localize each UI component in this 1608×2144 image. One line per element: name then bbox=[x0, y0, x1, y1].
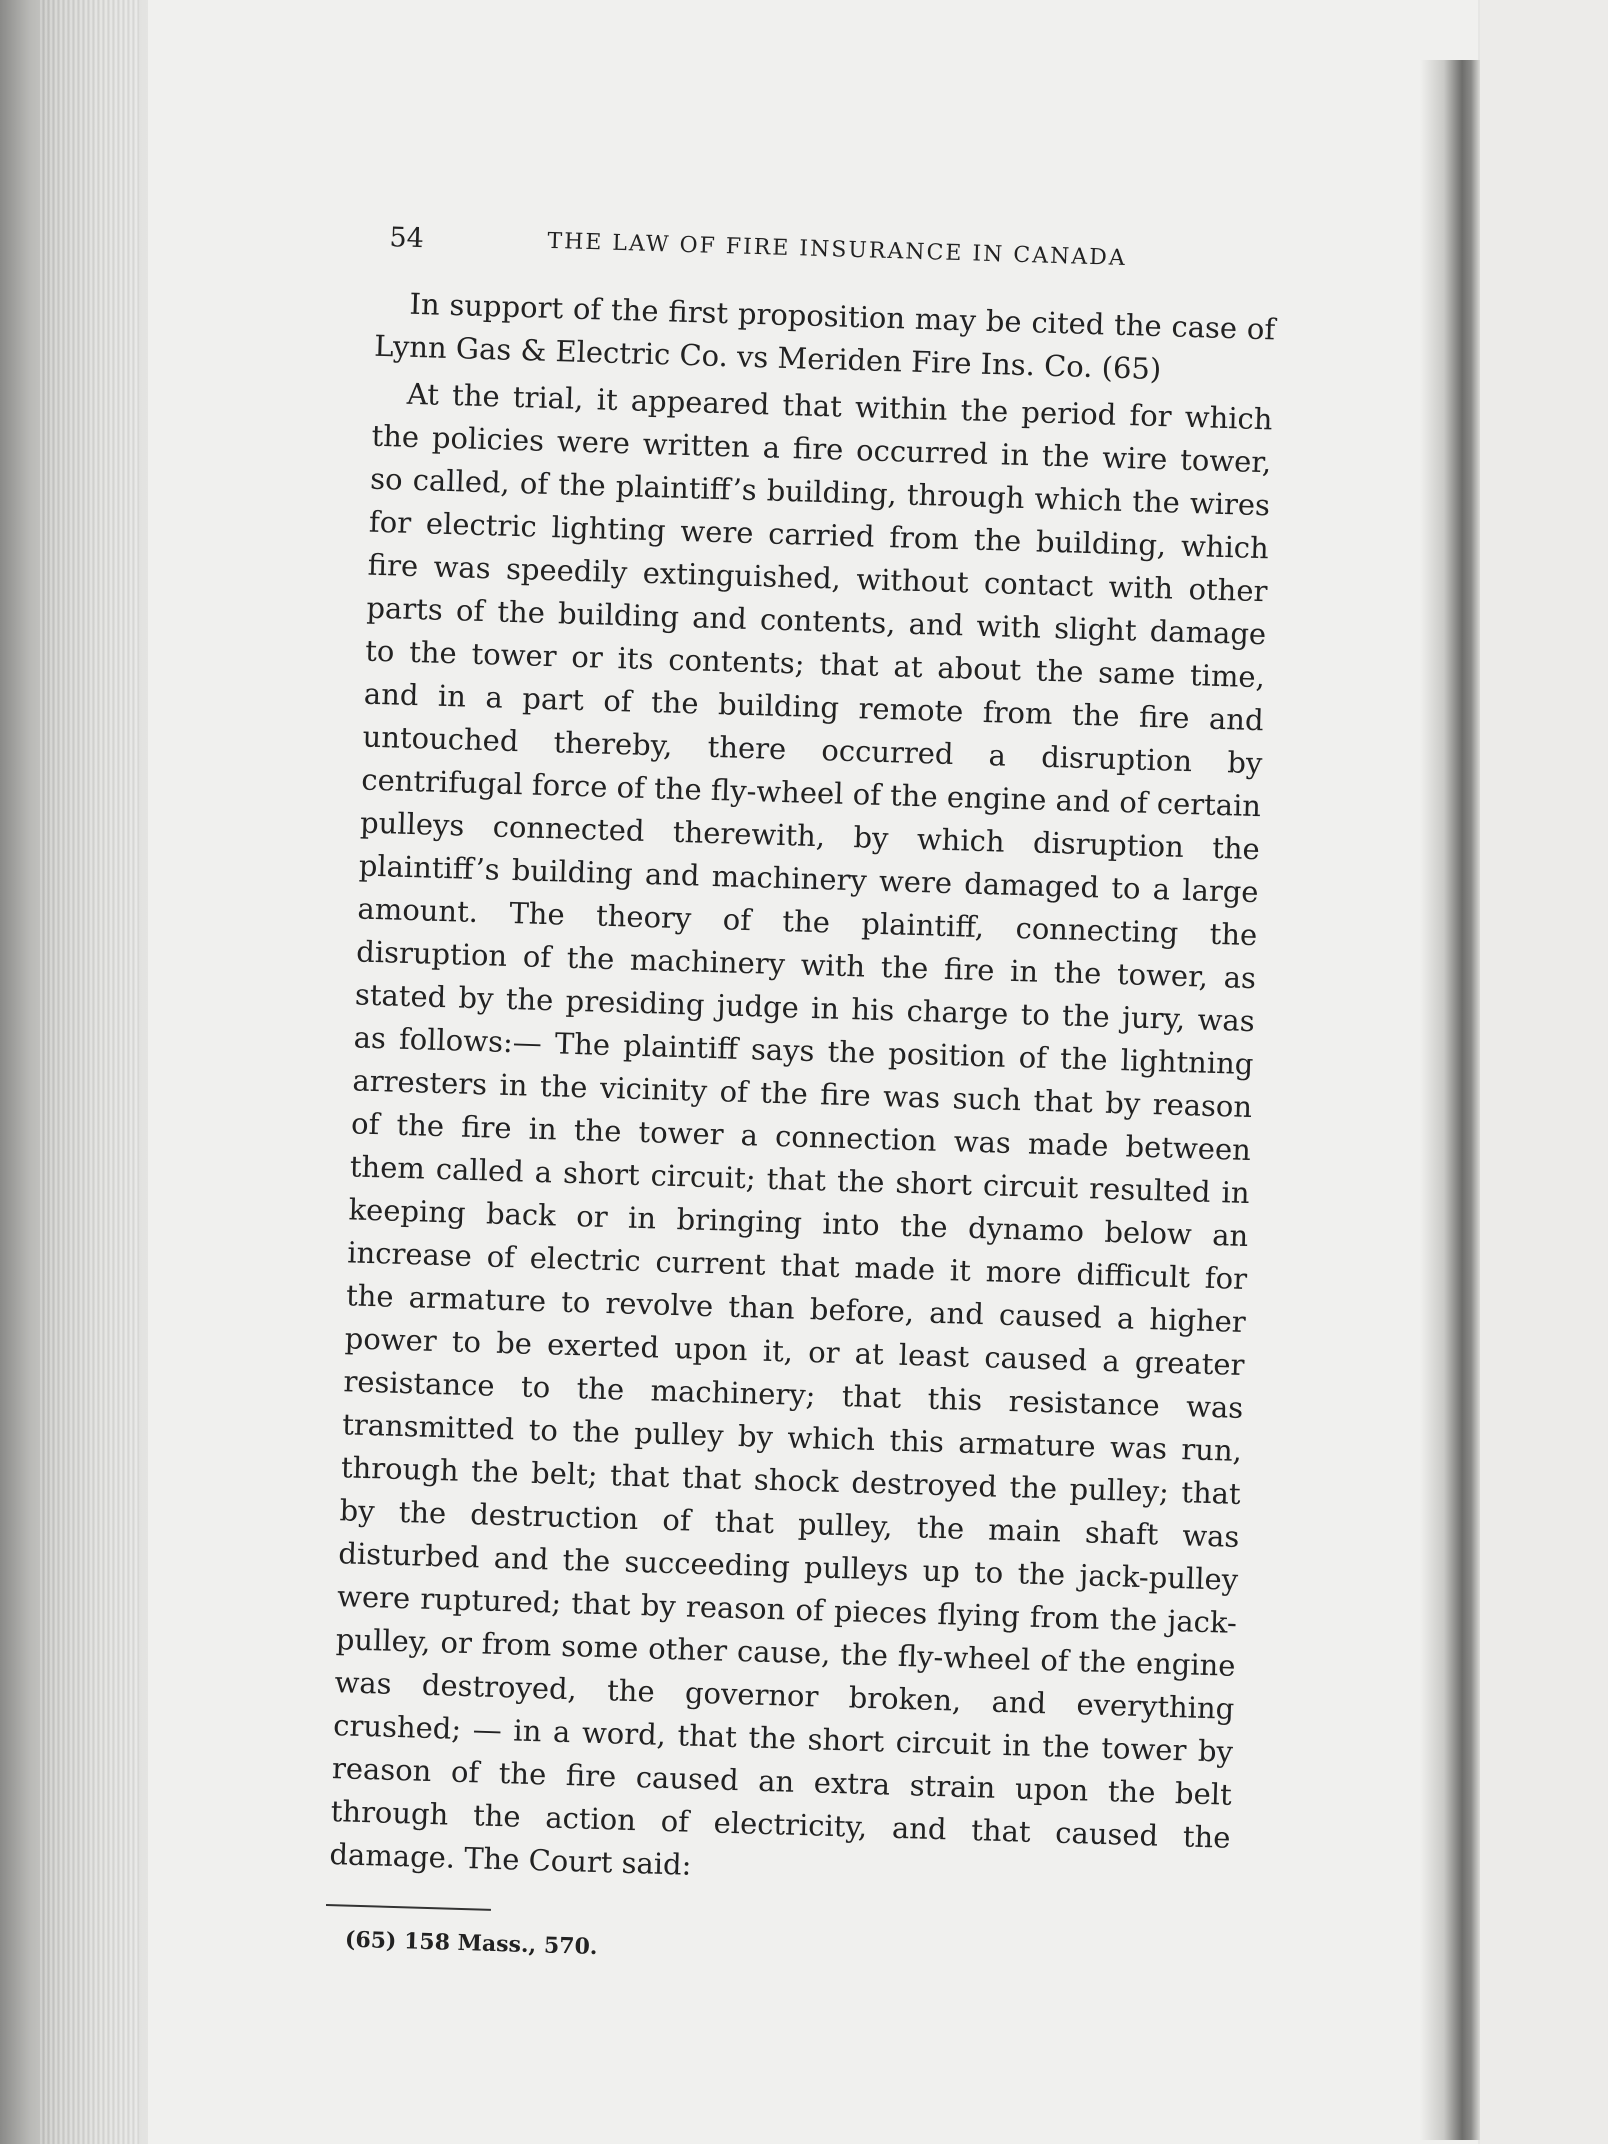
page-content bbox=[267, 220, 1278, 1979]
running-title: THE LAW OF FIRE INSURANCE IN CANADA bbox=[547, 228, 1128, 272]
footnote: (65) 158 Mass., 570. bbox=[344, 1926, 598, 1961]
body-text bbox=[269, 280, 1276, 1903]
paragraph-2: At the trial, it appeared that within the period for which the policies were written a fire occurred in the wire tower, so called, of the plaintiff’s building, through which the wires for electric lighting were carried from the building, which fire was speedily extinguished, without contact with other parts of the building and contents, and with slight damage to the tower or its contents; that at about the same time, and in a part of the building remote from the fire and untouched thereby, there occurred a disruption by centrifugal force of the fly-wheel of the engine and of certain pulleys connected therewith, by which disruption the plaintiff’s building and machinery were damaged to a large amount. The theory of the plaintiff, connecting the disruption of the machinery with the fire in the tower, as stated by the presiding judge in his charge to the jury, was as follows:— The plaintiff says the position of the lightning arresters in the vicinity of the fire was such that by reason of the fire in the tower a connection was made between them called a short circuit; that the short circuit resulted in keeping back or in bringing into the dynamo below an increase of electric current that made it more difficult for the armature to revolve than before, and caused a higher power to be exerted upon it, or at least caused a greater resistance to the machinery; that this resistance was transmitted to the pulley by which this armature was run, through the belt; that that shock destroyed the pulley; that by the destruction of that pulley, the main shaft was disturbed and the succeeding pulleys up to the jack-pulley were ruptured; that by reason of pieces flying from the jack-pulley, or from some other cause, the fly-wheel of the engine was destroyed, the governor broken, and everything crushed; — in a word, that the short circuit in the tower by reason of the fire caused an extra strain upon the belt through the action of electricity, and that caused the damage. The Court said: bbox=[329, 376, 1274, 1882]
background-right bbox=[1480, 0, 1608, 2144]
footnote-divider bbox=[326, 1904, 491, 1911]
page-right-edge-shadow bbox=[1420, 60, 1480, 2140]
page-edges bbox=[40, 0, 140, 2144]
page-number: 54 bbox=[389, 222, 425, 255]
paragraph-1: In support of the first proposition may be cited the case of Lynn Gas & Electric Co. vs Meriden Fire Ins. Co. (65) bbox=[373, 286, 1276, 387]
